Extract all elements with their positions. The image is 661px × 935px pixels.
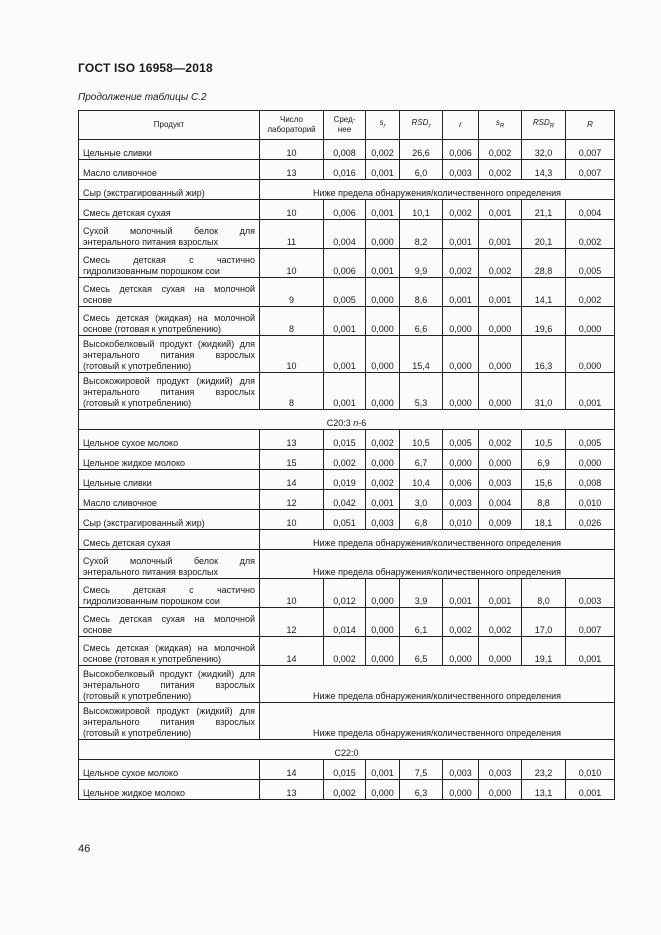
value-cell-mean: 0,005 xyxy=(324,278,366,307)
value-cell-sR: 0,002 xyxy=(479,430,522,450)
product-cell: Смесь детская сухая xyxy=(79,530,260,550)
product-cell: Смесь детская сухая на молочной основе xyxy=(79,278,260,307)
value-cell-rsdr: 10,1 xyxy=(400,200,443,220)
value-cell-rsdr: 5,3 xyxy=(400,373,443,410)
value-cell-R: 0,001 xyxy=(566,780,615,800)
table-row xyxy=(79,490,615,510)
value-cell-rsdr: 26,6 xyxy=(400,140,443,160)
value-cell-sR: 0,002 xyxy=(479,608,522,637)
product-cell: Смесь детская с частично гидролизованным порошком сои xyxy=(79,249,260,278)
value-cell-r: 0,000 xyxy=(443,373,479,410)
value-cell-rsdR: 19,6 xyxy=(522,307,566,336)
value-cell-rsdr: 6,5 xyxy=(400,637,443,666)
value-cell-rsdR: 28,8 xyxy=(522,249,566,278)
product-cell: Цельное жидкое молоко xyxy=(79,780,260,800)
table-row xyxy=(79,579,615,608)
value-cell-rsdr: 8,6 xyxy=(400,278,443,307)
data-table xyxy=(78,110,615,800)
value-cell-r: 0,002 xyxy=(443,249,479,278)
value-cell-rsdr: 8,2 xyxy=(400,220,443,249)
value-cell-sR: 0,001 xyxy=(479,220,522,249)
value-cell-mean: 0,051 xyxy=(324,510,366,530)
product-cell: Сыр (экстрагированный жир) xyxy=(79,510,260,530)
table-row xyxy=(79,373,615,410)
document-header: ГОСТ ISO 16958—2018 xyxy=(78,61,213,75)
col-header-product: Продукт xyxy=(79,111,260,140)
value-cell-sr: 0,000 xyxy=(366,278,400,307)
table-row xyxy=(79,470,615,490)
product-cell: Смесь детская сухая на молочной основе xyxy=(79,608,260,637)
value-cell-rsdR: 31,0 xyxy=(522,373,566,410)
value-cell-sR: 0,002 xyxy=(479,160,522,180)
table-row xyxy=(79,780,615,800)
value-cell-r: 0,005 xyxy=(443,430,479,450)
table-row xyxy=(79,160,615,180)
below-limit-note: Ниже предела обнаружения/количественного определения xyxy=(260,550,615,579)
product-cell: Высокожировой продукт (жидкий) для энтерального питания взрослых (готовый к употреблению) xyxy=(79,703,260,740)
value-cell-rsdR: 15,6 xyxy=(522,470,566,490)
col-header-labs: Число лабораторий xyxy=(260,111,324,140)
value-cell-r: 0,006 xyxy=(443,140,479,160)
value-cell-labs: 15 xyxy=(260,450,324,470)
value-cell-R: 0,002 xyxy=(566,278,615,307)
product-cell: Цельные сливки xyxy=(79,140,260,160)
value-cell-r: 0,001 xyxy=(443,220,479,249)
value-cell-labs: 10 xyxy=(260,249,324,278)
value-cell-mean: 0,042 xyxy=(324,490,366,510)
product-cell: Смесь детская (жидкая) на молочной основе (готовая к употреблению) xyxy=(79,637,260,666)
product-cell: Сухой молочный белок для энтерального питания взрослых xyxy=(79,220,260,249)
table-row xyxy=(79,550,615,579)
product-cell: Смесь детская сухая xyxy=(79,200,260,220)
value-cell-sR: 0,000 xyxy=(479,780,522,800)
page-number: 46 xyxy=(78,843,91,855)
value-cell-sR: 0,000 xyxy=(479,336,522,373)
value-cell-r: 0,003 xyxy=(443,760,479,780)
table-row xyxy=(79,140,615,160)
value-cell-rsdr: 15,4 xyxy=(400,336,443,373)
value-cell-labs: 14 xyxy=(260,470,324,490)
product-cell: Сухой молочный белок для энтерального питания взрослых xyxy=(79,550,260,579)
value-cell-rsdr: 7,5 xyxy=(400,760,443,780)
value-cell-R: 0,005 xyxy=(566,249,615,278)
product-cell: Высокобелковый продукт (жидкий) для энтерального питания взрослых (готовый к употреблению) xyxy=(79,336,260,373)
section-title: C22:0 xyxy=(79,740,615,760)
value-cell-rsdr: 10,5 xyxy=(400,430,443,450)
product-cell: Смесь детская (жидкая) на молочной основе (готовая к употреблению) xyxy=(79,307,260,336)
table-row xyxy=(79,307,615,336)
value-cell-sR: 0,000 xyxy=(479,450,522,470)
value-cell-R: 0,003 xyxy=(566,579,615,608)
table-row xyxy=(79,703,615,740)
value-cell-rsdR: 23,2 xyxy=(522,760,566,780)
value-cell-R: 0,007 xyxy=(566,160,615,180)
value-cell-labs: 10 xyxy=(260,200,324,220)
col-header-sr: $s_r$ xyxy=(366,111,400,140)
value-cell-rsdR: 17,0 xyxy=(522,608,566,637)
value-cell-r: 0,001 xyxy=(443,579,479,608)
value-cell-mean: 0,001 xyxy=(324,307,366,336)
value-cell-mean: 0,015 xyxy=(324,760,366,780)
value-cell-sr: 0,000 xyxy=(366,307,400,336)
value-cell-R: 0,001 xyxy=(566,637,615,666)
value-cell-sR: 0,003 xyxy=(479,470,522,490)
value-cell-mean: 0,006 xyxy=(324,200,366,220)
value-cell-rsdR: 14,3 xyxy=(522,160,566,180)
value-cell-r: 0,003 xyxy=(443,490,479,510)
value-cell-r: 0,006 xyxy=(443,470,479,490)
below-limit-note: Ниже предела обнаружения/количественного определения xyxy=(260,666,615,703)
value-cell-mean: 0,019 xyxy=(324,470,366,490)
table-row xyxy=(79,200,615,220)
value-cell-r: 0,000 xyxy=(443,780,479,800)
value-cell-sr: 0,000 xyxy=(366,780,400,800)
value-cell-r: 0,000 xyxy=(443,637,479,666)
value-cell-R: 0,001 xyxy=(566,373,615,410)
product-cell: Смесь детская с частично гидролизованным порошком сои xyxy=(79,579,260,608)
value-cell-mean: 0,001 xyxy=(324,373,366,410)
value-cell-r: 0,003 xyxy=(443,160,479,180)
table-row xyxy=(79,510,615,530)
value-cell-R: 0,007 xyxy=(566,608,615,637)
table-row xyxy=(79,278,615,307)
value-cell-R: 0,000 xyxy=(566,336,615,373)
table-row xyxy=(79,666,615,703)
value-cell-sr: 0,000 xyxy=(366,637,400,666)
value-cell-labs: 14 xyxy=(260,760,324,780)
below-limit-note: Ниже предела обнаружения/количественного определения xyxy=(260,180,615,200)
table-row xyxy=(79,608,615,637)
value-cell-mean: 0,016 xyxy=(324,160,366,180)
product-cell: Высокожировой продукт (жидкий) для энтерального питания взрослых (готовый к употреблению) xyxy=(79,373,260,410)
value-cell-rsdr: 6,6 xyxy=(400,307,443,336)
value-cell-rsdr: 3,0 xyxy=(400,490,443,510)
value-cell-rsdR: 21,1 xyxy=(522,200,566,220)
value-cell-rsdR: 6,9 xyxy=(522,450,566,470)
table-row xyxy=(79,530,615,550)
value-cell-sR: 0,000 xyxy=(479,373,522,410)
value-cell-mean: 0,002 xyxy=(324,450,366,470)
section-row xyxy=(79,410,615,430)
value-cell-sR: 0,004 xyxy=(479,490,522,510)
table-header-row xyxy=(79,111,615,140)
value-cell-sR: 0,009 xyxy=(479,510,522,530)
value-cell-labs: 9 xyxy=(260,278,324,307)
product-cell: Цельное сухое молоко xyxy=(79,430,260,450)
below-limit-note: Ниже предела обнаружения/количественного определения xyxy=(260,530,615,550)
table-row xyxy=(79,430,615,450)
value-cell-labs: 8 xyxy=(260,307,324,336)
below-limit-note: Ниже предела обнаружения/количественного определения xyxy=(260,703,615,740)
value-cell-sr: 0,000 xyxy=(366,608,400,637)
value-cell-rsdr: 6,1 xyxy=(400,608,443,637)
value-cell-sR: 0,000 xyxy=(479,637,522,666)
product-cell: Масло сливочное xyxy=(79,160,260,180)
col-header-rsdR: $RSD_R$ xyxy=(522,111,566,140)
value-cell-sR: 0,000 xyxy=(479,307,522,336)
value-cell-labs: 13 xyxy=(260,430,324,450)
value-cell-sr: 0,000 xyxy=(366,220,400,249)
table-row xyxy=(79,220,615,249)
value-cell-sr: 0,002 xyxy=(366,470,400,490)
col-header-mean: Сред-нее xyxy=(324,111,366,140)
table-row xyxy=(79,336,615,373)
table-row xyxy=(79,450,615,470)
section-row xyxy=(79,740,615,760)
product-cell: Сыр (экстрагированный жир) xyxy=(79,180,260,200)
value-cell-r: 0,010 xyxy=(443,510,479,530)
value-cell-mean: 0,008 xyxy=(324,140,366,160)
value-cell-sR: 0,002 xyxy=(479,140,522,160)
value-cell-R: 0,000 xyxy=(566,450,615,470)
value-cell-rsdR: 20,1 xyxy=(522,220,566,249)
value-cell-rsdR: 13,1 xyxy=(522,780,566,800)
value-cell-sR: 0,001 xyxy=(479,579,522,608)
value-cell-labs: 10 xyxy=(260,579,324,608)
col-header-rsdr: $RSD_r$ xyxy=(400,111,443,140)
value-cell-rsdr: 9,9 xyxy=(400,249,443,278)
value-cell-labs: 10 xyxy=(260,140,324,160)
col-header-sR: $s_R$ xyxy=(479,111,522,140)
value-cell-rsdr: 6,8 xyxy=(400,510,443,530)
value-cell-mean: 0,002 xyxy=(324,780,366,800)
value-cell-rsdR: 32,0 xyxy=(522,140,566,160)
col-header-R: R xyxy=(566,111,615,140)
value-cell-mean: 0,014 xyxy=(324,608,366,637)
value-cell-sr: 0,001 xyxy=(366,760,400,780)
col-header-r: r xyxy=(443,111,479,140)
value-cell-r: 0,002 xyxy=(443,608,479,637)
value-cell-R: 0,005 xyxy=(566,430,615,450)
value-cell-labs: 13 xyxy=(260,160,324,180)
table-row xyxy=(79,760,615,780)
section-title: C20:3 n-6 xyxy=(79,410,615,430)
value-cell-R: 0,010 xyxy=(566,490,615,510)
value-cell-sR: 0,001 xyxy=(479,200,522,220)
value-cell-r: 0,000 xyxy=(443,307,479,336)
value-cell-mean: 0,001 xyxy=(324,336,366,373)
value-cell-mean: 0,012 xyxy=(324,579,366,608)
value-cell-labs: 8 xyxy=(260,373,324,410)
value-cell-rsdr: 6,0 xyxy=(400,160,443,180)
value-cell-rsdr: 6,7 xyxy=(400,450,443,470)
value-cell-rsdR: 18,1 xyxy=(522,510,566,530)
value-cell-mean: 0,004 xyxy=(324,220,366,249)
value-cell-sr: 0,001 xyxy=(366,160,400,180)
value-cell-rsdr: 6,3 xyxy=(400,780,443,800)
value-cell-sR: 0,001 xyxy=(479,278,522,307)
value-cell-rsdR: 8,8 xyxy=(522,490,566,510)
product-cell: Масло сливочное xyxy=(79,490,260,510)
value-cell-sR: 0,003 xyxy=(479,760,522,780)
value-cell-sr: 0,000 xyxy=(366,373,400,410)
value-cell-R: 0,008 xyxy=(566,470,615,490)
table-caption: Продолжение таблицы С.2 xyxy=(78,92,207,103)
value-cell-labs: 11 xyxy=(260,220,324,249)
product-cell: Высокобелковый продукт (жидкий) для энтерального питания взрослых (готовый к употреблению) xyxy=(79,666,260,703)
value-cell-sr: 0,003 xyxy=(366,510,400,530)
value-cell-sr: 0,001 xyxy=(366,490,400,510)
value-cell-R: 0,004 xyxy=(566,200,615,220)
value-cell-R: 0,026 xyxy=(566,510,615,530)
value-cell-R: 0,010 xyxy=(566,760,615,780)
value-cell-labs: 14 xyxy=(260,637,324,666)
value-cell-R: 0,007 xyxy=(566,140,615,160)
value-cell-rsdR: 10,5 xyxy=(522,430,566,450)
value-cell-labs: 13 xyxy=(260,780,324,800)
value-cell-r: 0,002 xyxy=(443,200,479,220)
value-cell-sr: 0,000 xyxy=(366,336,400,373)
value-cell-rsdR: 19,1 xyxy=(522,637,566,666)
value-cell-R: 0,002 xyxy=(566,220,615,249)
value-cell-rsdr: 10,4 xyxy=(400,470,443,490)
value-cell-r: 0,000 xyxy=(443,450,479,470)
value-cell-sr: 0,001 xyxy=(366,249,400,278)
value-cell-r: 0,000 xyxy=(443,336,479,373)
value-cell-mean: 0,015 xyxy=(324,430,366,450)
table-row xyxy=(79,637,615,666)
value-cell-rsdR: 14,1 xyxy=(522,278,566,307)
product-cell: Цельное жидкое молоко xyxy=(79,450,260,470)
value-cell-rsdR: 16,3 xyxy=(522,336,566,373)
value-cell-labs: 12 xyxy=(260,608,324,637)
table-row xyxy=(79,180,615,200)
value-cell-sr: 0,002 xyxy=(366,140,400,160)
value-cell-labs: 12 xyxy=(260,490,324,510)
value-cell-rsdr: 3,9 xyxy=(400,579,443,608)
table-row xyxy=(79,249,615,278)
product-cell: Цельное сухое молоко xyxy=(79,760,260,780)
value-cell-r: 0,001 xyxy=(443,278,479,307)
value-cell-labs: 10 xyxy=(260,336,324,373)
value-cell-rsdR: 8,0 xyxy=(522,579,566,608)
value-cell-R: 0,000 xyxy=(566,307,615,336)
value-cell-sR: 0,002 xyxy=(479,249,522,278)
value-cell-sr: 0,000 xyxy=(366,579,400,608)
value-cell-labs: 10 xyxy=(260,510,324,530)
value-cell-mean: 0,002 xyxy=(324,637,366,666)
value-cell-sr: 0,001 xyxy=(366,200,400,220)
product-cell: Цельные сливки xyxy=(79,470,260,490)
value-cell-mean: 0,006 xyxy=(324,249,366,278)
value-cell-sr: 0,002 xyxy=(366,430,400,450)
value-cell-sr: 0,000 xyxy=(366,450,400,470)
